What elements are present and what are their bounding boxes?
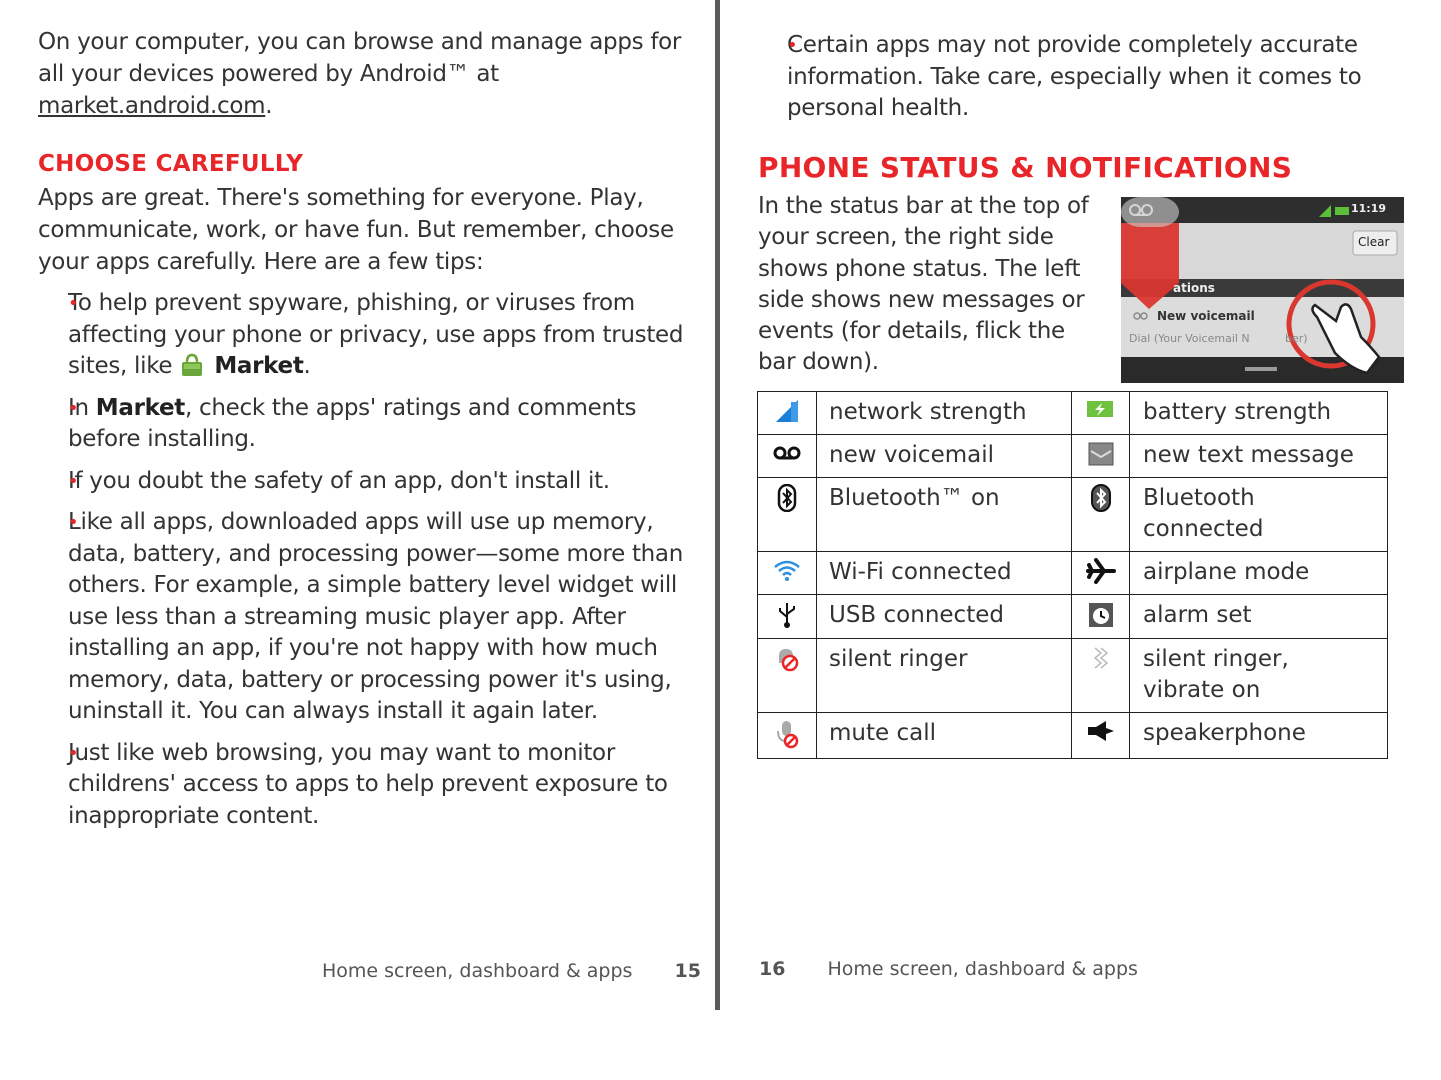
dial-line-end: ber) (1285, 332, 1308, 345)
right-footer (759, 958, 1138, 980)
voicemail-notification: New voicemail (1157, 309, 1255, 323)
footer-label: Home screen, dashboard & apps (827, 958, 1138, 980)
table-row (758, 435, 1388, 478)
market-link[interactable]: market.android.com (38, 93, 266, 119)
list-item (38, 393, 688, 456)
tip-text-end: , check the apps' ratings and comments before installing. (68, 394, 637, 452)
left-page (0, 0, 716, 1010)
usb-connected-label: USB connected (817, 595, 1072, 639)
table-row (758, 478, 1388, 552)
page-number: 16 (759, 958, 786, 980)
market-label: Market (95, 394, 186, 421)
tips-list (38, 288, 688, 832)
alarm-set-label: alarm set (1130, 595, 1388, 639)
signal-icon (758, 392, 817, 435)
notification-screenshot (1121, 197, 1404, 383)
speakerphone-icon (1072, 713, 1130, 759)
usb-icon (758, 595, 817, 639)
alarm-icon (1072, 595, 1130, 639)
choose-carefully-heading: CHOOSE CAREFULLY (38, 151, 304, 177)
airplane-icon (1072, 552, 1130, 595)
bluetooth-connected-icon (1072, 478, 1130, 552)
network-strength-label: network strength (817, 392, 1072, 435)
choose-carefully-paragraph: Apps are great. There's something for everyone. Play, communicate, work, or have fun. But remember, choose your apps carefully. Here are a few tips: (38, 185, 674, 275)
intro-text: On your computer, you can browse and manage apps for all your devices powered by Android™ at (38, 29, 682, 87)
battery-icon (1072, 392, 1130, 435)
page-number: 15 (674, 960, 701, 982)
bluetooth-on-label: Bluetooth™ on (817, 478, 1072, 552)
speakerphone-label: speakerphone (1130, 713, 1388, 759)
status-bar-paragraph: In the status bar at the top of your screen, the right side shows phone status. The left side shows new messages or events (for details, flick the bar down). (758, 193, 1089, 376)
status-icons-table (757, 391, 1388, 759)
wifi-connected-label: Wi-Fi connected (817, 552, 1072, 595)
vibrate-icon (1072, 639, 1130, 713)
footer-label: Home screen, dashboard & apps (322, 960, 633, 982)
market-label: Market (214, 353, 304, 379)
dial-line: Dial (Your Voicemail N (1129, 332, 1250, 345)
bluetooth-connected-label: Bluetooth connected (1130, 478, 1388, 552)
list-item: • Just like web browsing, you may want to monitor childrens' access to apps to help prevent exposure to inappropriate content. (38, 738, 688, 833)
market-icon (179, 353, 207, 377)
list-item (38, 288, 688, 383)
text-message-icon (1072, 435, 1130, 478)
intro-text-end: . (265, 93, 273, 119)
table-row (758, 392, 1388, 435)
phone-status-heading: PHONE STATUS & NOTIFICATIONS (758, 151, 1293, 184)
battery-strength-label: battery strength (1130, 392, 1388, 435)
notification-illustration (1121, 197, 1404, 383)
vibrate-label: silent ringer, vibrate on (1130, 639, 1388, 713)
table-row (758, 713, 1388, 759)
mute-call-icon (758, 713, 817, 759)
page-divider (715, 0, 720, 1010)
new-text-message-label: new text message (1130, 435, 1388, 478)
list-item: • If you doubt the safety of an app, don't install it. (38, 466, 688, 498)
tip-text: In (68, 394, 96, 421)
table-row (758, 595, 1388, 639)
table-row (758, 639, 1388, 713)
table-row (758, 552, 1388, 595)
bluetooth-icon (758, 478, 817, 552)
silent-ringer-icon (758, 639, 817, 713)
airplane-mode-label: airplane mode (1130, 552, 1388, 595)
left-footer (322, 960, 701, 982)
silent-ringer-label: silent ringer (817, 639, 1072, 713)
notifications-label: ations (1173, 281, 1215, 295)
clear-button: Clear (1358, 235, 1390, 249)
tip-text-end: . (303, 353, 311, 379)
list-item: • Like all apps, downloaded apps will use up memory, data, battery, and processing power—some more than others. For example, a simple battery level widget will use less than a streaming music player app. After installing an app, if you're not happy with how much memory, data, battery or processing power it's using, uninstall it. You can always install it again later. (38, 507, 688, 728)
wifi-icon (758, 552, 817, 595)
tip-text: To help prevent spyware, phishing, or viruses from affecting your phone or privacy, use apps from trusted sites, like (68, 290, 684, 379)
status-time: 11:19 (1351, 202, 1387, 215)
new-voicemail-label: new voicemail (817, 435, 1072, 478)
accuracy-note (757, 30, 1397, 125)
list-item: • Certain apps may not provide completely accurate information. Take care, especially when it comes to personal health. (757, 30, 1397, 125)
intro-paragraph (38, 26, 688, 122)
mute-call-label: mute call (817, 713, 1072, 759)
voicemail-icon (758, 435, 817, 478)
